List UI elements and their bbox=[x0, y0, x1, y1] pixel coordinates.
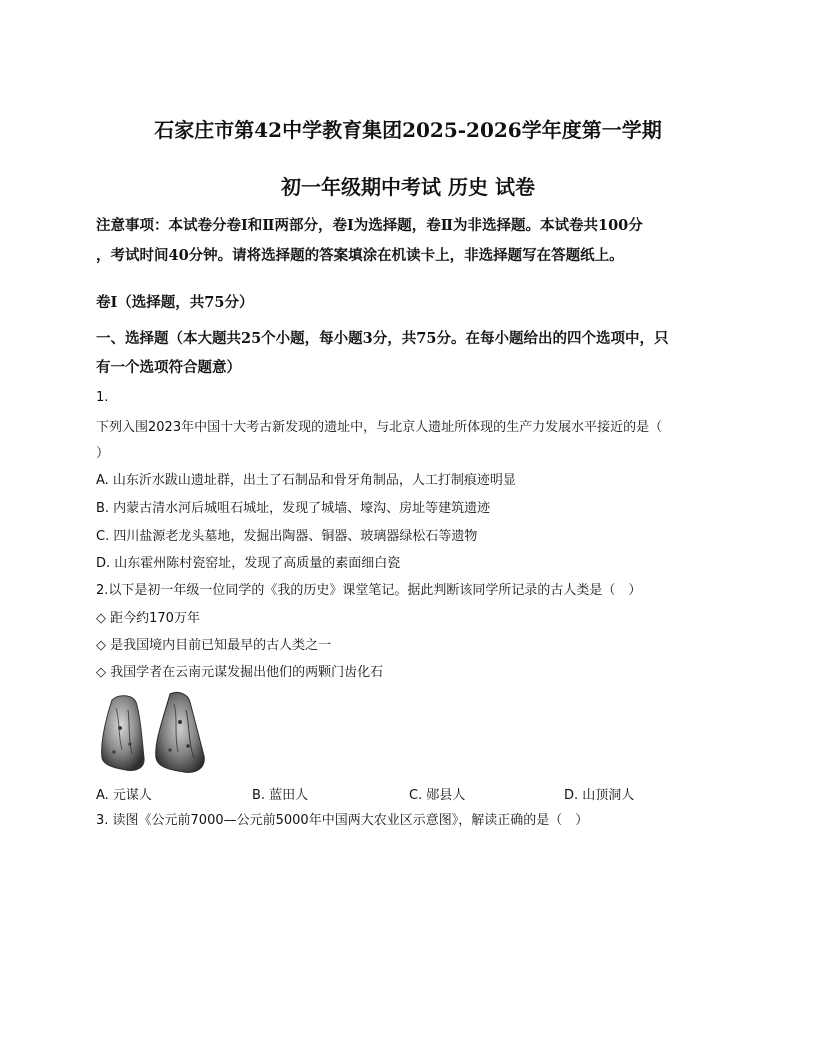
q1-stem-line2: ） bbox=[96, 446, 110, 461]
q2-note-2: ◇ 是我国境内目前已知最早的古人类之一 bbox=[96, 638, 332, 653]
q1-option-a: A. 山东沂水跋山遗址群，出土了石制品和骨牙角制品，人工打制痕迹明显 bbox=[96, 473, 516, 488]
q2-option-b: B. 蓝田人 bbox=[252, 788, 309, 803]
q2-stem: 2.以下是初一年级一位同学的《我的历史》课堂笔记。据此判断该同学所记录的古人类是（ ） bbox=[96, 583, 642, 598]
q1-stem-line1: 下列入围2023年中国十大考古新发现的遗址中，与北京人遗址所体现的生产力发展水平接近的是（ bbox=[96, 420, 663, 435]
q1-number: 1. bbox=[96, 390, 109, 405]
q2-note-3: ◇ 我国学者在云南元谋发掘出他们的两颗门齿化石 bbox=[96, 665, 384, 680]
q3-stem: 3. 读图《公元前7000—公元前5000年中国两大农业区示意图》，解读正确的是（ ） bbox=[96, 813, 589, 828]
section-instructions-line2: 有一个选项符合题意） bbox=[96, 359, 241, 376]
tooth-fossil-left bbox=[102, 696, 144, 771]
part1-heading: 卷Ⅰ（选择题，共75分） bbox=[96, 294, 254, 311]
q2-note-1: ◇ 距今约170万年 bbox=[96, 611, 200, 626]
tooth-fossil-image bbox=[98, 688, 208, 778]
tooth-fossil-right bbox=[156, 692, 205, 772]
q1-option-d: D. 山东霍州陈村瓷窑址，发现了高质量的素面细白瓷 bbox=[96, 556, 401, 571]
q2-option-d: D. 山顶洞人 bbox=[564, 788, 635, 803]
exam-title-line2: 初一年级期中考试 历史 试卷 bbox=[281, 175, 535, 199]
exam-title-line1: 石家庄市第42中学教育集团2025-2026学年度第一学期 bbox=[154, 118, 662, 142]
q1-option-c: C. 四川盐源老龙头墓地，发掘出陶器、铜器、玻璃器绿松石等遗物 bbox=[96, 529, 478, 544]
notice-line2: ，考试时间40分钟。请将选择题的答案填涂在机读卡上，非选择题写在答题纸上。 bbox=[96, 247, 624, 264]
section-instructions-line1: 一、选择题（本大题共25个小题，每小题3分，共75分。在每小题给出的四个选项中，只 bbox=[96, 330, 669, 347]
notice-line1: 注意事项：本试卷分卷Ⅰ和Ⅱ两部分，卷Ⅰ为选择题，卷Ⅱ为非选择题。本试卷共100分 bbox=[96, 217, 643, 234]
q2-option-c: C. 郧县人 bbox=[409, 788, 466, 803]
q1-option-b: B. 内蒙古清水河后城咀石城址，发现了城墙、壕沟、房址等建筑遗迹 bbox=[96, 501, 491, 516]
q2-option-a: A. 元谋人 bbox=[96, 788, 152, 803]
